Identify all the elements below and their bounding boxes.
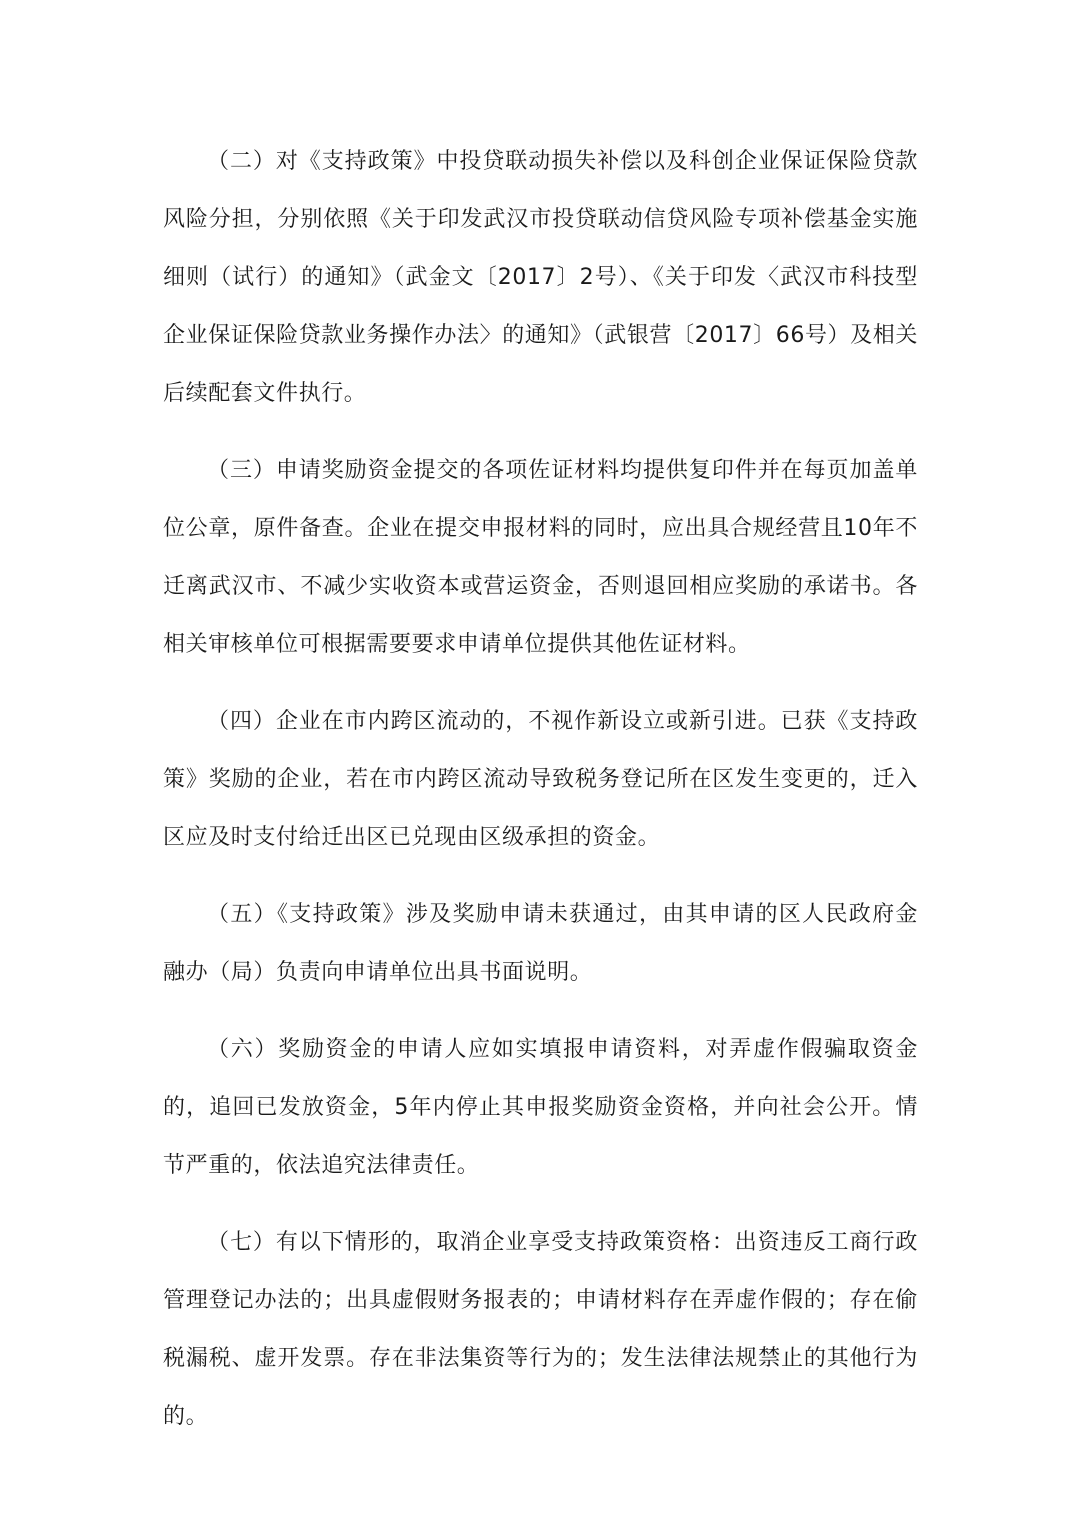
paragraph-section-5: （五）《支持政策》涉及奖励申请未获通过，由其申请的区人民政府金融办（局）负责向申请单位出具书面说明。 [163, 902, 918, 985]
document-page [163, 133, 918, 1446]
paragraph-section-2: （二）对《支持政策》中投贷联动损失补偿以及科创企业保证保险贷款风险分担，分别依照《关于印发武汉市投贷联动信贷风险专项补偿基金实施细则（试行）的通知》（武金文〔2017〕2号）、《关于印发〈武汉市科技型企业保证保险贷款业务操作办法〉的通知》（武银营〔2017〕66号）及相关后续配套文件执行。 [163, 149, 918, 406]
paragraph-section-7: （七）有以下情形的，取消企业享受支持政策资格：出资违反工商行政管理登记办法的；出具虚假财务报表的；申请材料存在弄虚作假的；存在偷税漏税、虚开发票。存在非法集资等行为的；发生法律法规禁止的其他行为的。 [163, 1230, 918, 1429]
paragraph-section-3: （三）申请奖励资金提交的各项佐证材料均提供复印件并在每页加盖单位公章，原件备查。企业在提交申报材料的同时，应出具合规经营且10年不迁离武汉市、不减少实收资本或营运资金，否则退回相应奖励的承诺书。各相关审核单位可根据需要要求申请单位提供其他佐证材料。 [163, 458, 918, 657]
paragraph-section-4: （四）企业在市内跨区流动的，不视作新设立或新引进。已获《支持政策》奖励的企业，若在市内跨区流动导致税务登记所在区发生变更的，迁入区应及时支付给迁出区已兑现由区级承担的资金。 [163, 709, 918, 850]
paragraph-section-6: （六）奖励资金的申请人应如实填报申请资料，对弄虚作假骗取资金的，追回已发放资金，5年内停止其申报奖励资金资格，并向社会公开。情节严重的，依法追究法律责任。 [163, 1037, 918, 1178]
